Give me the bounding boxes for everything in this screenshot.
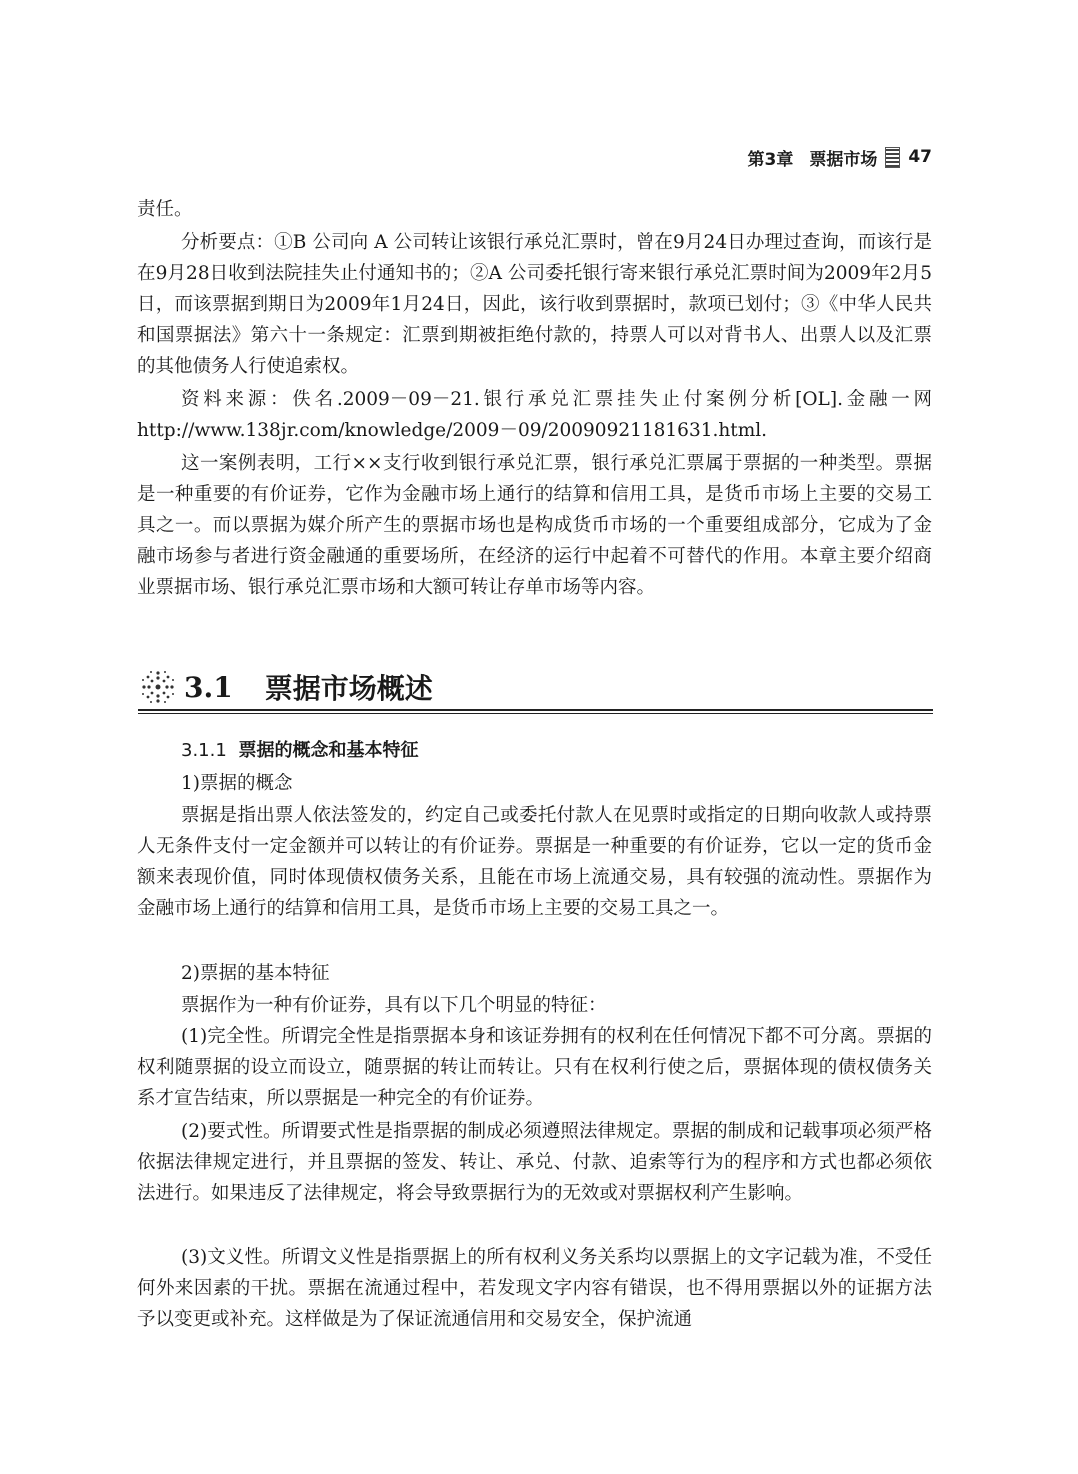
section-ornament-icon	[138, 667, 178, 707]
paragraph-completeness: (1)完全性。所谓完全性是指票据本身和该证券拥有的权利在任何情况下都不可分离。票据的权利随票据的设立而设立，随票据的转让而转让。只有在权利行使之后，票据体现的债权债务关系才宣告结束，所以票据是一种完全的有价证券。	[137, 1026, 932, 1109]
section-heading	[138, 664, 933, 710]
paragraph-source: 资料来源：佚名.2009－09－21.银行承兑汇票挂失止付案例分析[OL].金融一网 http://www.138jr.com/knowledge/2009－09/20090921181631.html.	[137, 389, 932, 441]
running-header	[720, 143, 932, 171]
section-title: 票据市场概述	[264, 672, 433, 705]
item-heading: 1)票据的概念	[181, 773, 293, 794]
subsection-heading	[181, 737, 419, 765]
header-title: 票据市场	[809, 149, 878, 170]
paragraph-analysis: 分析要点：①B 公司向 A 公司转让该银行承兑汇票时，曾在9月24日办理过查询，而该行是在9月28日收到法院挂失止付通知书的；②A 公司委托银行寄来银行承兑汇票时间为2009年2月5日，而该票据到期日为2009年1月24日，因此，该行收到票据时，款项已划付；③《中华人民共和国票据法》第六十一条规定：汇票到期被拒绝付款的，持票人可以对背书人、出票人以及汇票的其他债务人行使追索权。	[137, 232, 932, 377]
paragraph-continuation: 责任。	[137, 199, 193, 220]
header-ornament-icon	[885, 147, 900, 168]
page-number: 47	[908, 147, 932, 167]
paragraph-formality: (2)要式性。所谓要式性是指票据的制成必须遵照法律规定。票据的制成和记载事项必须严格依据法律规定进行，并且票据的签发、转让、承兑、付款、追索等行为的程序和方式也都必须依法进行。如果违反了法律规定，将会导致票据行为的无效或对票据权利产生影响。	[137, 1121, 932, 1204]
header-chapter: 第3章	[747, 149, 794, 170]
paragraph-literalness: (3)文义性。所谓文义性是指票据上的所有权利义务关系均以票据上的文字记载为准，不受任何外来因素的干扰。票据在流通过程中，若发现文字内容有错误，也不得用票据以外的证据方法予以变更或补充。这样做是为了保证流通信用和交易安全，保护流通	[137, 1247, 932, 1330]
paragraph-features-intro: 票据作为一种有价证券，具有以下几个明显的特征：	[181, 995, 607, 1016]
section-rule-thin	[138, 713, 933, 714]
section-number: 3.1	[184, 670, 233, 704]
section-rule	[138, 709, 933, 711]
paragraph-intro: 这一案例表明，工行××支行收到银行承兑汇票，银行承兑汇票属于票据的一种类型。票据是一种重要的有价证券，它作为金融市场上通行的结算和信用工具，是货币市场上主要的交易工具之一。而以票据为媒介所产生的票据市场也是构成货币市场的一个重要组成部分，它成为了金融市场参与者进行资金融通的重要场所，在经济的运行中起着不可替代的作用。本章主要介绍商业票据市场、银行承兑汇票市场和大额可转让存单市场等内容。	[137, 453, 932, 598]
subsection-title: 票据的概念和基本特征	[238, 740, 419, 761]
paragraph-concept: 票据是指出票人依法签发的，约定自己或委托付款人在见票时或指定的日期向收款人或持票人无条件支付一定金额并可以转让的有价证券。票据是一种重要的有价证券，它以一定的货币金额来表现价值，同时体现债权债务关系，且能在市场上流通交易，具有较强的流动性。票据作为金融市场上通行的结算和信用工具，是货币市场上主要的交易工具之一。	[137, 805, 932, 919]
item-heading: 2)票据的基本特征	[181, 963, 330, 984]
subsection-number: 3.1.1	[181, 740, 227, 761]
